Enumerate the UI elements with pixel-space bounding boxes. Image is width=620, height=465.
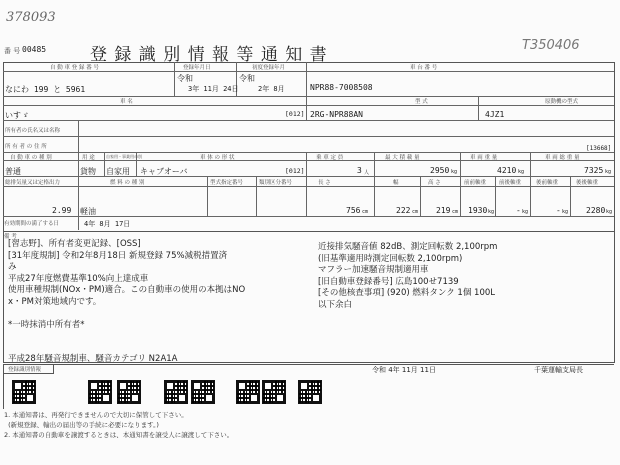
private-use: 自家用 [106, 167, 130, 176]
rear-axle-label: 後後軸重 [576, 180, 599, 186]
chassis-label: 車 台 番 号 [410, 65, 438, 71]
first-reg-era: 令和 [239, 74, 255, 83]
handwritten-id: 378093 [6, 10, 56, 25]
capacity-unit: 人 [364, 170, 370, 176]
use: 貨物 [80, 167, 96, 176]
document-title: 登 録 識 別 情 報 等 通 知 書 [90, 45, 328, 65]
rear-axle-weight: 2280 [586, 206, 606, 215]
owner-name-label: 所有者の氏名又は名称 [5, 128, 61, 134]
body-shape-code: [012] [285, 167, 305, 175]
remark-line [8, 343, 245, 355]
qr-code-3 [117, 380, 141, 404]
make: いすゞ [5, 111, 29, 120]
remark-line: [その他核査事項] (920) 燃料タンク 1個 100L [318, 288, 495, 298]
remark-line: み [8, 262, 17, 272]
issue-date: 令和 4年 11月 11日 [372, 366, 436, 374]
owner-code: [13668] [586, 145, 612, 152]
remarks-label: 備 考 [4, 234, 17, 240]
front-axle-label: 前前軸重 [464, 180, 487, 186]
vehicle-type: 普通 [5, 167, 21, 176]
remark-line: 平成27年度燃費基準10%向上達成車 [8, 273, 149, 284]
rear-front-axle-label: 後前軸重 [536, 180, 559, 186]
height-unit: cm [452, 209, 459, 215]
qr-code-1 [12, 380, 36, 404]
length-label: 長 さ [318, 180, 331, 186]
expiry-label: 有効期間の満了する日 [4, 221, 60, 227]
qr-code-8 [298, 380, 322, 404]
remark-line: 近接排気騒音値 82dB、測定回転数 2,100rpm [318, 242, 498, 252]
width-unit: cm [412, 209, 419, 215]
rear-axle-unit: kg [606, 209, 613, 215]
qr-code-5 [191, 380, 215, 404]
front-rear-axle-weight: - [516, 206, 521, 215]
vehicle-type-label: 自 動 車 の 種 別 [10, 155, 52, 161]
expiry-date: 4年 8月 17日 [84, 220, 131, 228]
stamp-code: T350406 [522, 38, 580, 53]
remark-line: (旧基準適用時測定回転数 2,100rpm) [318, 253, 463, 264]
gross-weight-unit: kg [605, 169, 612, 175]
body-shape-label: 車 体 の 形 状 [200, 155, 235, 161]
fuel-label: 燃 料 の 種 別 [110, 180, 145, 186]
qr-code-6 [236, 380, 260, 404]
note-line: (新規登録、輸出の届出等の手続に必要になります。) [4, 421, 159, 429]
rear-front-axle-weight: - [556, 206, 561, 215]
remark-line: [旧自動車登録番号] 広島100せ7139 [318, 276, 459, 287]
remark-line: 使用車種規制(NOx・PM)適合。この自動車の使用の本拠はNO [8, 285, 246, 295]
doc-number-label: 番 号 [4, 47, 21, 55]
displacement: 2.99 [52, 206, 72, 215]
gross-weight: 7325 [584, 166, 604, 175]
front-axle-unit: kg [488, 209, 495, 215]
remarks-left [8, 239, 245, 366]
doc-number: 00485 [22, 45, 47, 54]
qr-code-2 [88, 380, 112, 404]
engine-model: 4JZ1 [485, 110, 505, 119]
note-line: 2. 本通知書の自動車を譲渡するときは、本通知書を譲受人に譲渡して下さい。 [4, 431, 234, 439]
front-rear-axle-label: 前後軸重 [499, 180, 522, 186]
category-label: 類別区分番号 [259, 180, 293, 186]
vehicle-weight: 4210 [497, 166, 517, 175]
first-reg: 2年 8月 [258, 85, 285, 93]
vehicle-weight-label: 車 両 重 量 [470, 155, 498, 161]
notes [4, 410, 233, 440]
fuel-type: 軽油 [80, 207, 96, 216]
qr-code-7 [262, 380, 286, 404]
reg-date-label: 登録年月日 [183, 65, 211, 71]
remark-line: [習志野]、所有者変更記録、[OSS] [8, 239, 141, 249]
height-label: 高 さ [428, 180, 441, 186]
gross-weight-label: 車 両 総 重 量 [545, 155, 580, 161]
model-label: 型 式 [415, 99, 428, 105]
remark-line: x・PM対策地域内です。 [8, 296, 102, 307]
qr-code-4 [164, 380, 188, 404]
remark-line: [31年度規制] 令和2年8月18日 新規登録 75%減税措置済 [8, 250, 228, 261]
reg-no-label: 自 動 車 登 録 番 号 [50, 65, 99, 71]
max-load: 2950 [430, 166, 450, 175]
chassis-number: NPR88-7008508 [310, 83, 373, 92]
make-label: 車 名 [120, 99, 133, 105]
qr-label: 登録識別情報 [8, 367, 42, 373]
reg-date: 3年 11月 24日 [188, 85, 239, 93]
private-use-label: 自家用・事業用の別 [106, 154, 142, 159]
issuing-office: 千葉運輸支局長 [534, 366, 583, 374]
width-label: 幅 [393, 180, 399, 186]
use-label: 用 途 [82, 155, 95, 161]
reg-date-era: 令和 [177, 74, 193, 83]
front-rear-axle-unit: kg [522, 209, 529, 215]
model-spec-label: 型式指定番号 [210, 180, 244, 186]
reg-no: なにわ 199 と 5961 [5, 85, 86, 94]
length: 756 [346, 206, 361, 215]
length-unit: cm [362, 209, 369, 215]
model: 2RG-NPR88AN [310, 110, 363, 119]
make-code: [012] [285, 110, 305, 118]
front-axle-weight: 1930 [468, 206, 488, 215]
remark-line: マフラー加速騒音規制適用車 [318, 265, 429, 275]
remark-line: 以下余白 [318, 299, 353, 310]
capacity-label: 乗 車 定 員 [316, 155, 344, 161]
first-reg-label: 初度登録年月 [252, 65, 286, 71]
max-load-unit: kg [451, 169, 458, 175]
vehicle-weight-unit: kg [518, 169, 525, 175]
owner-address-label: 所 有 者 の 住 所 [5, 144, 47, 150]
max-load-label: 最 大 積 載 量 [385, 155, 420, 161]
remark-line: *一時抹消中所有者* [8, 319, 85, 330]
width: 222 [396, 206, 411, 215]
remark-line [8, 331, 245, 343]
engine-label: 原動機の型式 [545, 99, 579, 105]
note-line: 1. 本通知書は、再発行できませんので大切に保管して下さい。 [4, 411, 188, 419]
capacity: 3 [357, 166, 362, 175]
height: 219 [436, 206, 451, 215]
remark-line: 平成28年騒音規制車、騒音カテゴリ N2A1A [8, 354, 178, 364]
remark-line [8, 308, 245, 320]
remarks-right [318, 242, 497, 311]
rear-front-axle-unit: kg [562, 209, 569, 215]
body-shape: キャブオーバ [140, 167, 188, 176]
displacement-label: 総排気量又は定格出力 [5, 180, 61, 186]
